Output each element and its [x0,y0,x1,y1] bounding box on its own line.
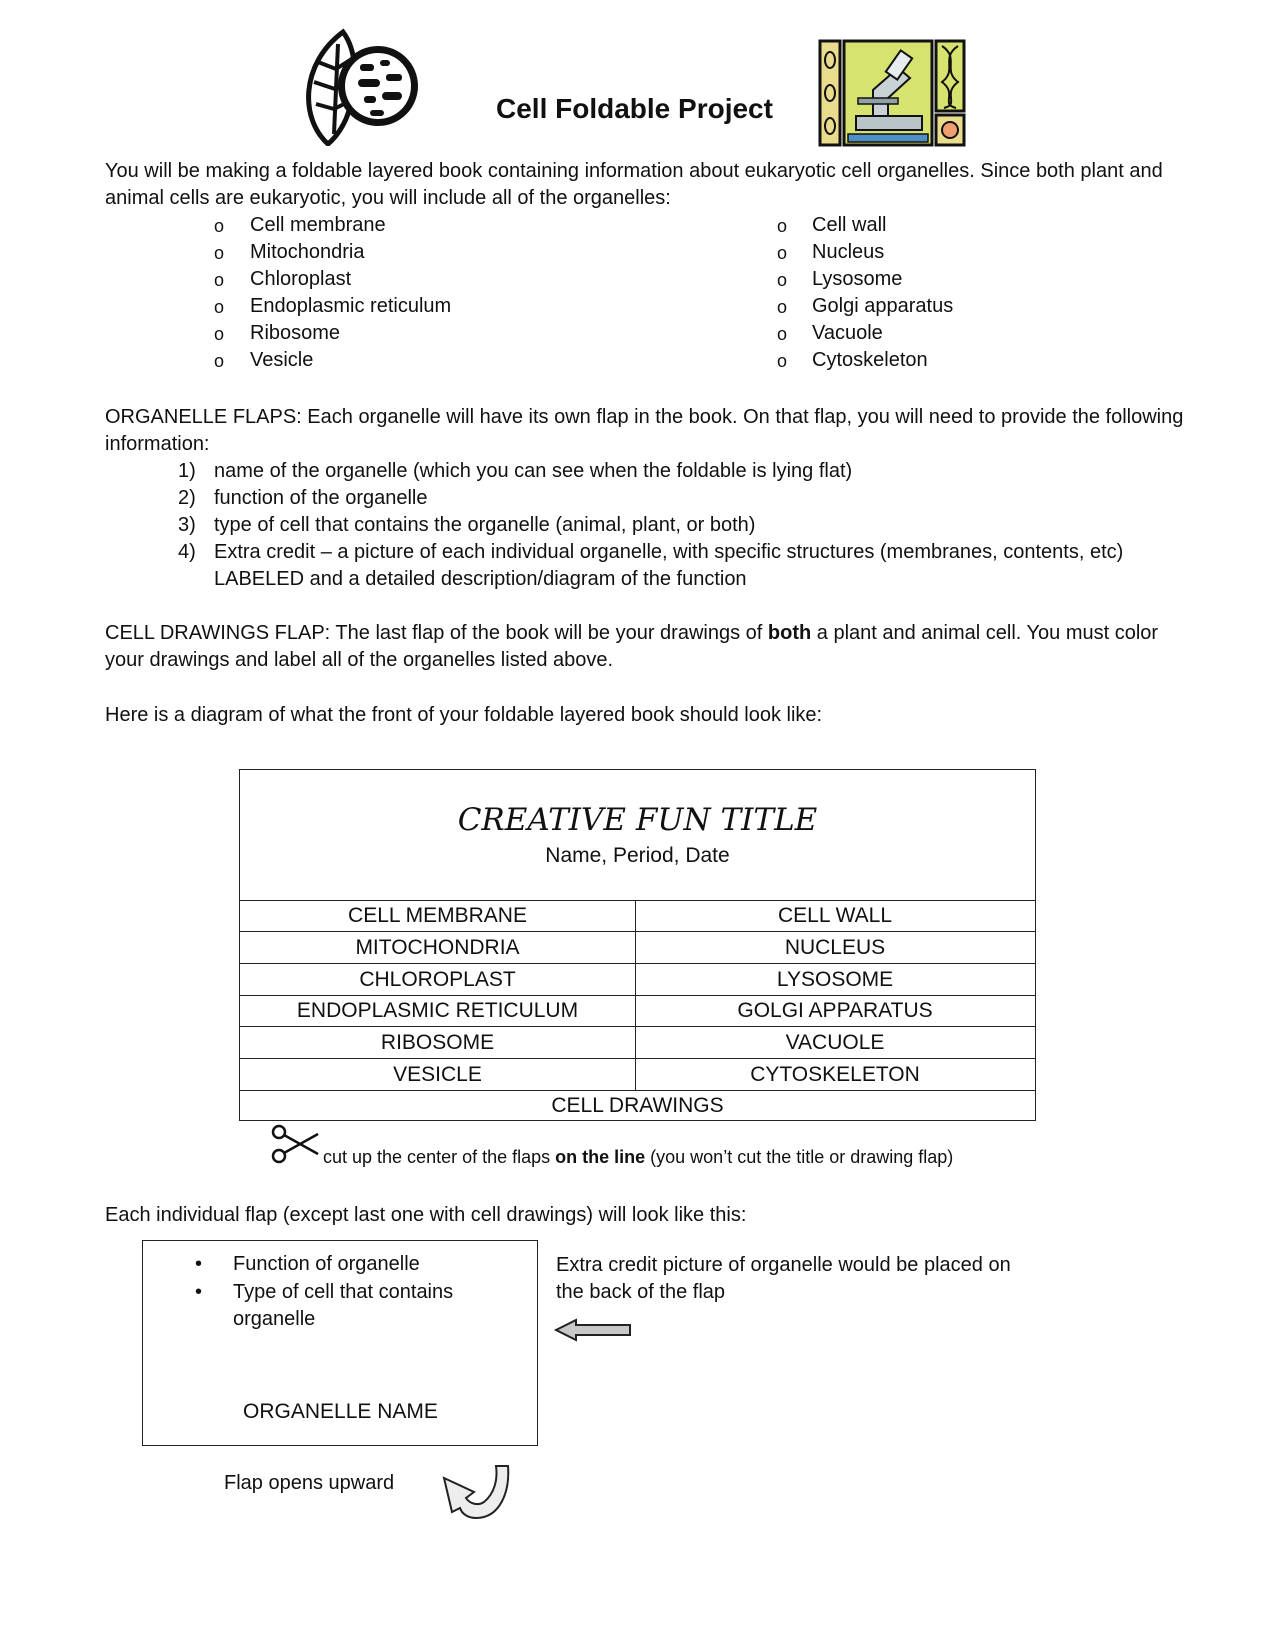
microscope-clipart-icon [818,38,966,150]
flap-label: RIBOSOME [380,1031,495,1054]
list-item: Ribosome [250,322,341,344]
flap-intro: Each individual flap (except last one with cell drawings) will look like this: [105,1204,747,1226]
flap-label: VESICLE [393,1063,482,1086]
list-item: name of the organelle (which you can see when the foldable is lying flat) [214,460,853,482]
list-item: Golgi apparatus [812,295,954,317]
divider [240,1058,1035,1059]
intro-paragraph: You will be making a foldable layered book containing information about eukaryotic cell organelles. Since both plant and animal cells are eukaryotic, you will include all of the organelles: [105,160,1163,209]
flap-label: NUCLEUS [784,936,886,959]
list-item: Vacuole [812,322,883,344]
list-item: Lysosome [812,268,903,290]
list-item: function of the organelle [214,487,428,509]
organelle-flap-example [142,1240,538,1446]
diagram-subtitle: Name, Period, Date [545,844,730,867]
cell-drawings-paragraph [105,620,1185,674]
flap-opens-note: Flap opens upward [224,1472,395,1494]
paragraph-text: CELL DRAWINGS FLAP: The last flap of the book will be your drawings of [105,622,768,644]
diagram-title: CREATIVE FUN TITLE [457,802,818,838]
list-item: Cytoskeleton [812,349,928,371]
cut-instructions [323,1144,953,1171]
list-item: type of cell that contains the organelle (animal, plant, or both) [214,514,756,536]
list-bullet: o [214,324,225,344]
divider [240,900,1035,901]
list-bullet: o [214,351,225,371]
leaf-cell-logo-icon [298,24,424,146]
flap-label: CYTOSKELETON [750,1063,920,1086]
divider [240,931,1035,932]
organelle-flaps-paragraph: ORGANELLE FLAPS: Each organelle will have its own flap in the book. On that flap, you will need to provide the following information: [105,406,1184,455]
flap-label: LYSOSOME [776,968,894,991]
page-title: Cell Foldable Project [496,93,773,124]
organelle-name-label: ORGANELLE NAME [243,1400,438,1423]
list-bullet: o [214,270,225,290]
list-bullet: o [214,216,225,236]
list-bullet: o [777,351,788,371]
flap-label: VACUOLE [785,1031,885,1054]
left-arrow-icon [554,1318,634,1342]
divider [240,963,1035,964]
list-number: 1) [178,460,196,482]
scissors-icon [270,1124,320,1164]
instruction-text: (you won’t cut the title or drawing flap) [645,1147,954,1167]
flap-bullet-text: Type of cell that contains organelle [233,1281,454,1330]
instruction-text: cut up the center of the flaps [323,1147,556,1167]
list-item: Mitochondria [250,241,365,263]
list-item: Nucleus [812,241,885,263]
flap-label: CELL MEMBRANE [348,904,527,927]
flap-bullet-text: Function of organelle [233,1253,420,1275]
flap-label: MITOCHONDRIA [355,936,520,959]
paragraph-text: a plant and animal cell. You must color your drawings and label all of the organelles listed above. [105,622,1159,671]
divider [240,1026,1035,1027]
divider [240,995,1035,996]
flap-label: CELL WALL [778,904,892,927]
extra-credit-note: Extra credit picture of organelle would be placed on the back of the flap [556,1254,1011,1303]
emphasis-text: on the line [555,1147,646,1167]
flap-label: ENDOPLASMIC RETICULUM [296,999,579,1022]
list-number: 4) [178,541,196,563]
divider [240,1090,1035,1091]
flap-label: GOLGI APPARATUS [737,999,933,1022]
list-item: Vesicle [250,349,314,371]
foldable-front-diagram [239,769,1036,1121]
list-item: Chloroplast [250,268,352,290]
list-number: 3) [178,514,196,536]
emphasis-text: both [767,622,812,644]
bullet-icon: • [195,1253,203,1275]
cell-drawings-flap-label: CELL DRAWINGS [551,1094,724,1117]
list-item: Cell membrane [250,214,386,236]
list-bullet: o [777,324,788,344]
list-item: Endoplasmic reticulum [250,295,452,317]
list-item: Extra credit – a picture of each individual organelle, with specific structures (membranes, contents, etc) LABELED and a detailed description/diagram of the function [214,541,1124,590]
list-bullet: o [777,216,788,236]
list-bullet: o [777,243,788,263]
flap-label: CHLOROPLAST [359,968,516,991]
list-number: 2) [178,487,196,509]
list-item: Cell wall [812,214,887,236]
curved-up-arrow-icon [438,1462,512,1522]
bullet-icon: • [195,1281,203,1303]
list-bullet: o [777,297,788,317]
list-bullet: o [214,243,225,263]
diagram-intro: Here is a diagram of what the front of your foldable layered book should look like: [105,704,823,726]
list-bullet: o [214,297,225,317]
list-bullet: o [777,270,788,290]
